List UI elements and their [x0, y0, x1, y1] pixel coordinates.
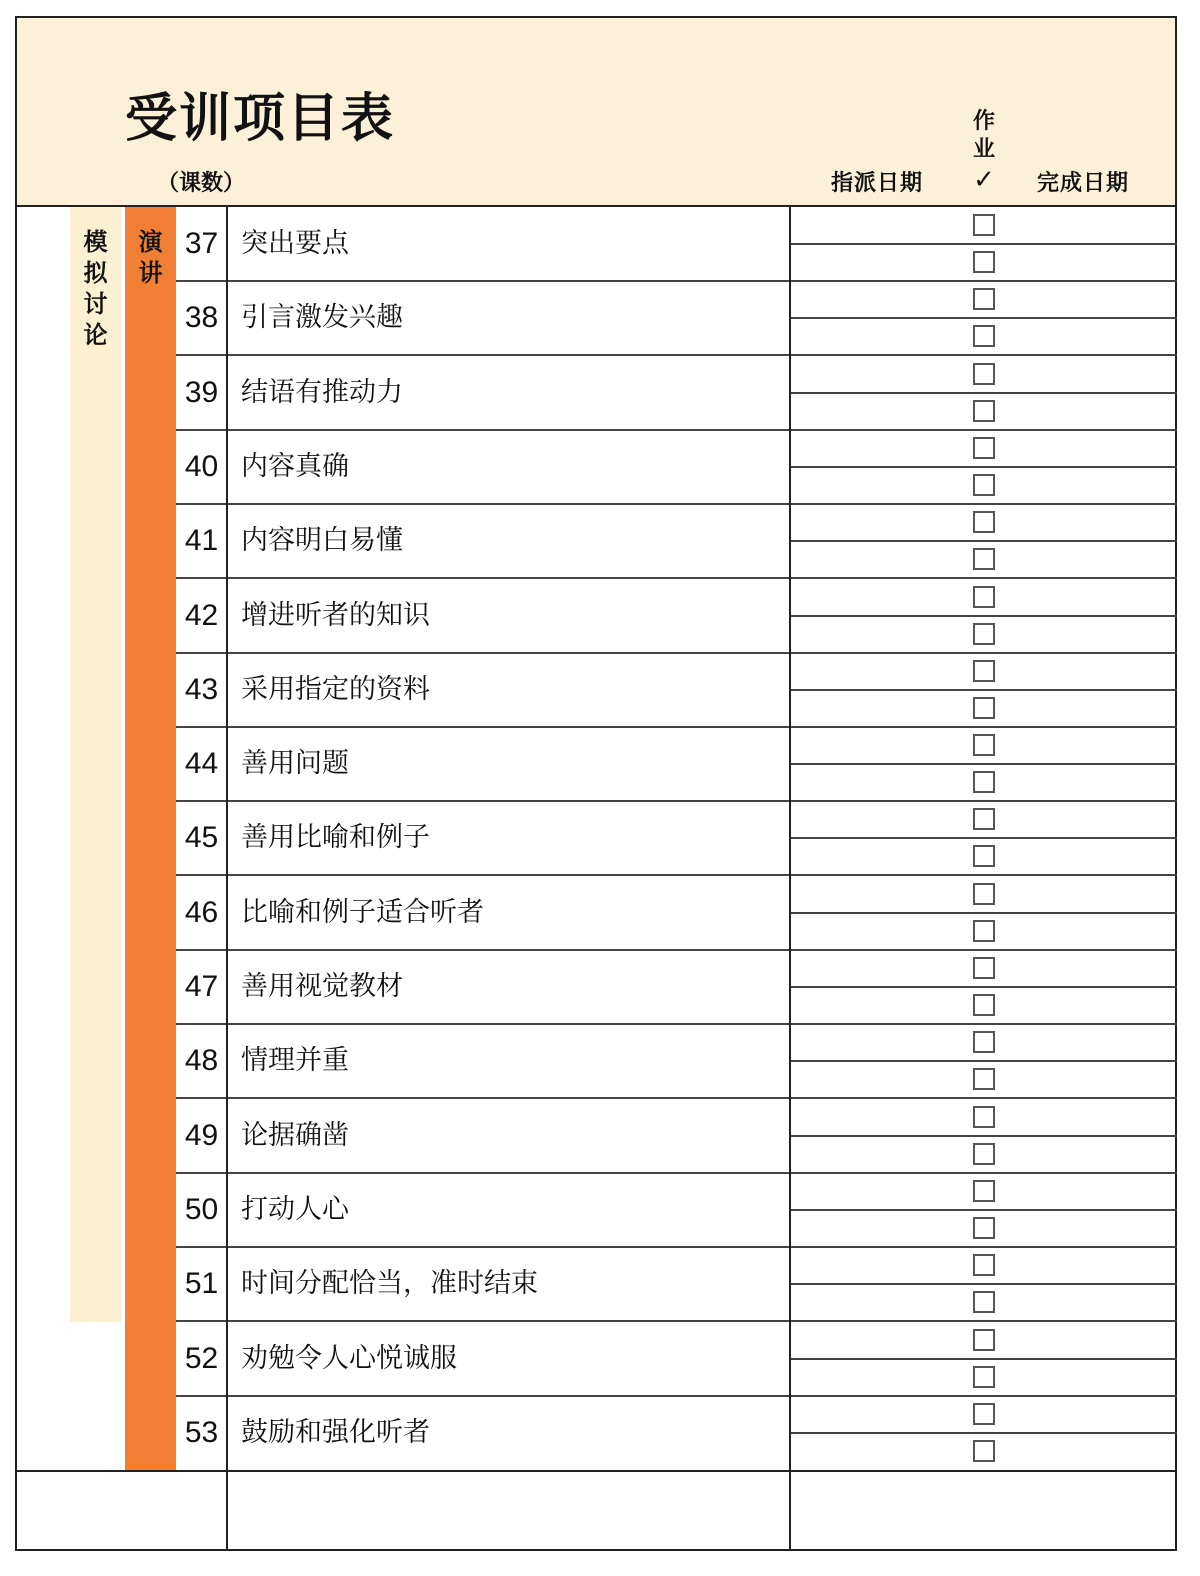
table-row [176, 1396, 1177, 1470]
homework-checkbox[interactable] [973, 288, 995, 310]
row-subdivider [790, 615, 1177, 617]
lesson-number: 41 [184, 524, 219, 558]
row-subdivider [790, 1209, 1177, 1211]
header [17, 18, 1175, 207]
mock-discussion-band [70, 207, 121, 1322]
table-row [176, 430, 1177, 504]
row-subdivider [790, 1135, 1177, 1137]
table-row [176, 653, 1177, 727]
row-subdivider [790, 392, 1177, 394]
lesson-number: 42 [184, 598, 219, 632]
row-subdivider [790, 986, 1177, 988]
lesson-number: 37 [184, 227, 219, 260]
homework-checkbox[interactable] [973, 623, 995, 645]
homework-checkbox[interactable] [973, 363, 995, 385]
band-char: 论 [83, 321, 108, 349]
row-subdivider [790, 689, 1177, 691]
table-row [176, 1322, 1177, 1396]
lesson-number: 50 [184, 1192, 219, 1226]
row-subdivider [790, 317, 1177, 319]
lesson-number: 47 [184, 970, 219, 1003]
table-row [176, 1247, 1177, 1321]
homework-checkbox[interactable] [973, 474, 995, 496]
row-subdivider [790, 763, 1177, 765]
lesson-number: 51 [184, 1267, 219, 1301]
table-row [176, 1099, 1177, 1173]
homework-checkbox[interactable] [973, 1031, 995, 1053]
homework-checkbox[interactable] [973, 957, 995, 979]
column-divider [789, 207, 791, 1551]
homework-checkbox[interactable] [973, 994, 995, 1016]
homework-checkbox[interactable] [973, 586, 995, 608]
training-sheet [15, 16, 1177, 1551]
table-row [176, 579, 1177, 653]
band-char: 讨 [83, 290, 108, 318]
column-divider [226, 207, 228, 1551]
lesson-title: 比喻和例子适合听者 [241, 896, 484, 928]
row-subdivider [790, 912, 1177, 914]
table-row [176, 356, 1177, 430]
row-subdivider [790, 1358, 1177, 1360]
row-subdivider [790, 243, 1177, 245]
lesson-number: 48 [184, 1044, 219, 1078]
lesson-title: 结语有推动力 [241, 376, 403, 408]
homework-checkbox[interactable] [973, 511, 995, 533]
homework-checkbox[interactable] [973, 251, 995, 273]
homework-checkbox[interactable] [973, 1254, 995, 1276]
table-row [176, 281, 1177, 355]
lesson-title: 内容真确 [241, 450, 349, 482]
table-row [176, 727, 1177, 801]
lesson-title: 时间分配恰当，准时结束 [241, 1268, 538, 1300]
lesson-title: 善用视觉教材 [241, 971, 403, 1002]
row-subdivider [790, 466, 1177, 468]
page-title: 受训项目表 [125, 89, 396, 149]
lesson-title: 善用比喻和例子 [241, 822, 430, 854]
lesson-number: 39 [184, 375, 219, 409]
band-char: 讲 [138, 259, 163, 287]
lesson-title: 引言激发兴趣 [241, 302, 403, 334]
homework-checkbox[interactable] [973, 883, 995, 905]
row-subdivider [790, 540, 1177, 542]
homework-checkbox[interactable] [973, 1403, 995, 1425]
homework-checkbox[interactable] [973, 1366, 995, 1388]
lesson-number: 38 [184, 301, 219, 335]
band-char: 模 [83, 228, 108, 256]
table-row [176, 1024, 1177, 1098]
row-subdivider [790, 1060, 1177, 1062]
homework-checkbox[interactable] [973, 920, 995, 942]
homework-header [969, 108, 999, 164]
homework-checkbox[interactable] [973, 697, 995, 719]
row-subdivider [790, 837, 1177, 839]
row-subdivider [790, 1432, 1177, 1434]
speech-label [125, 227, 176, 289]
homework-checkbox[interactable] [973, 734, 995, 756]
homework-checkbox[interactable] [973, 660, 995, 682]
table-row [176, 876, 1177, 950]
homework-checkbox[interactable] [973, 1291, 995, 1313]
row-subdivider [790, 1283, 1177, 1285]
band-char: 拟 [83, 259, 108, 287]
homework-checkbox[interactable] [973, 325, 995, 347]
homework-header-char: 作 [972, 109, 995, 134]
mock-discussion-label [70, 227, 121, 351]
table-row [176, 801, 1177, 875]
homework-checkbox[interactable] [973, 845, 995, 867]
table-row [176, 504, 1177, 578]
lesson-title: 采用指定的资料 [241, 673, 430, 705]
speech-band [125, 207, 176, 1471]
lesson-title: 内容明白易懂 [241, 525, 403, 557]
lesson-number: 52 [184, 1341, 219, 1375]
band-char: 演 [138, 228, 163, 256]
lesson-number: 49 [184, 1118, 219, 1152]
homework-header-char: 业 [972, 137, 995, 162]
homework-checkbox[interactable] [973, 1106, 995, 1128]
homework-checkbox[interactable] [973, 1329, 995, 1351]
lesson-count-label: （课数） [157, 171, 246, 196]
homework-checkbox[interactable] [973, 1180, 995, 1202]
lesson-number: 53 [184, 1415, 219, 1449]
lesson-title: 突出要点 [241, 228, 349, 259]
table-row [176, 1173, 1177, 1247]
lesson-number: 44 [184, 747, 219, 781]
lesson-title: 劝勉令人心悦诚服 [241, 1342, 457, 1374]
lesson-number: 45 [184, 821, 219, 855]
lesson-title: 鼓励和强化听者 [241, 1416, 430, 1448]
assigned-date-header: 指派日期 [831, 171, 924, 196]
check-mark-icon: ✓ [973, 165, 995, 195]
lesson-title: 论据确凿 [241, 1119, 349, 1151]
lesson-title: 情理并重 [241, 1045, 349, 1077]
lesson-number: 43 [184, 672, 219, 706]
table-row [176, 207, 1177, 281]
homework-checkbox[interactable] [973, 808, 995, 830]
homework-checkbox[interactable] [973, 437, 995, 459]
homework-checkbox[interactable] [973, 1440, 995, 1462]
homework-checkbox[interactable] [973, 1217, 995, 1239]
homework-checkbox[interactable] [973, 548, 995, 570]
lesson-number: 46 [184, 895, 219, 929]
table-bottom-divider [17, 1470, 1177, 1472]
table-row [176, 950, 1177, 1024]
lesson-title: 善用问题 [241, 748, 349, 780]
homework-checkbox[interactable] [973, 400, 995, 422]
homework-checkbox[interactable] [973, 1143, 995, 1165]
homework-checkbox[interactable] [973, 771, 995, 793]
homework-checkbox[interactable] [973, 1068, 995, 1090]
completed-date-header: 完成日期 [1037, 171, 1130, 196]
lesson-number: 40 [184, 449, 219, 483]
homework-checkbox[interactable] [973, 214, 995, 236]
lesson-title: 增进听者的知识 [241, 599, 430, 631]
lesson-title: 打动人心 [241, 1193, 349, 1225]
